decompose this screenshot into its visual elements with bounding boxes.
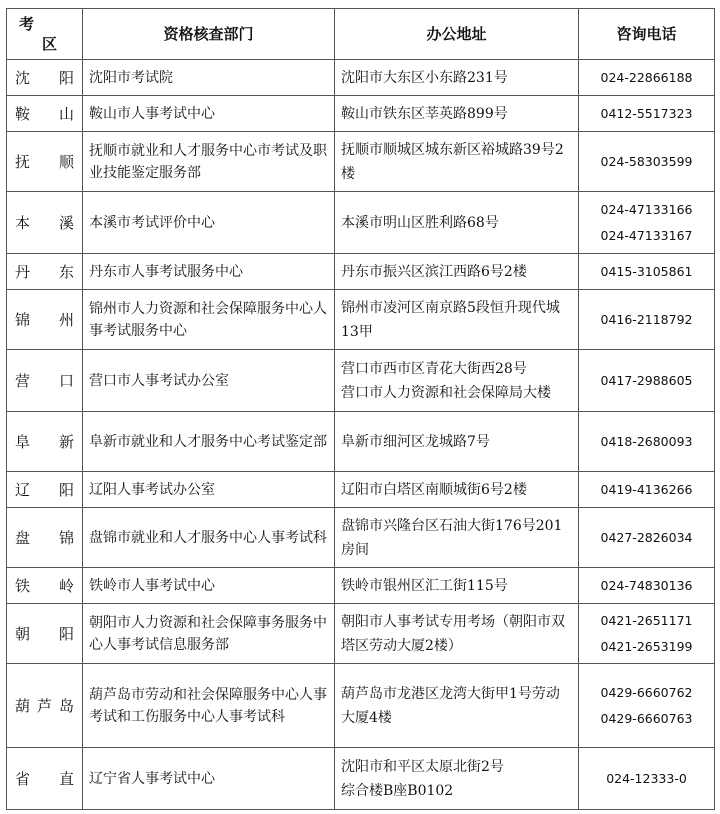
phone-number: 0427-2826034 <box>600 529 693 545</box>
address-line: 综合楼B座B0102 <box>341 782 454 799</box>
header-region <box>7 9 83 60</box>
phone-number: 0416-2118792 <box>600 311 693 327</box>
table-row <box>7 604 715 664</box>
department-cell: 朝阳市人力资源和社会保障事务服务中心人事考试信息服务部 <box>83 604 335 664</box>
table-row <box>7 132 715 192</box>
header-region-line1: 考 <box>19 15 35 33</box>
table-row <box>7 568 715 604</box>
table-row <box>7 412 715 472</box>
address-cell <box>335 664 579 748</box>
phone-cell <box>579 604 715 664</box>
table-row <box>7 290 715 350</box>
address-line: 阜新市细河区龙城路7号 <box>341 433 490 450</box>
table-row <box>7 254 715 290</box>
phone-cell <box>579 664 715 748</box>
address-cell <box>335 350 579 412</box>
header-phone: 咨询电话 <box>579 9 715 60</box>
phone-cell <box>579 290 715 350</box>
phone-number: 0415-3105861 <box>600 263 693 279</box>
department-cell: 营口市人事考试办公室 <box>83 350 335 412</box>
region-cell: 本溪 <box>7 192 83 254</box>
address-line: 营口市西市区青花大街西28号 <box>341 360 527 377</box>
phone-cell <box>579 192 715 254</box>
address-line: 本溪市明山区胜利路68号 <box>341 214 499 231</box>
department-cell: 沈阳市考试院 <box>83 60 335 96</box>
phone-number: 0418-2680093 <box>600 433 693 449</box>
address-line: 铁岭市银州区汇工街115号 <box>341 577 508 594</box>
address-cell <box>335 192 579 254</box>
phone-number: 0421-2651171 <box>600 612 693 628</box>
phone-number: 024-22866188 <box>600 69 693 85</box>
department-cell: 鞍山市人事考试中心 <box>83 96 335 132</box>
department-cell: 本溪市考试评价中心 <box>83 192 335 254</box>
department-cell: 辽阳人事考试办公室 <box>83 472 335 508</box>
address-line: 锦州市凌河区南京路5段恒升现代城13甲 <box>341 299 560 340</box>
address-line: 朝阳市人事考试专用考场（朝阳市双塔区劳动大厦2楼） <box>341 613 565 654</box>
address-cell <box>335 412 579 472</box>
phone-number: 0417-2988605 <box>600 372 693 388</box>
address-line: 鞍山市铁东区莘英路899号 <box>341 105 508 122</box>
phone-cell <box>579 96 715 132</box>
phone-cell <box>579 748 715 810</box>
phone-cell <box>579 568 715 604</box>
phone-cell <box>579 132 715 192</box>
department-cell: 铁岭市人事考试中心 <box>83 568 335 604</box>
address-line: 葫芦岛市龙港区龙湾大街甲1号劳动大厦4楼 <box>341 685 560 726</box>
phone-cell <box>579 60 715 96</box>
phone-number: 0421-2653199 <box>600 638 693 654</box>
phone-number: 0412-5517323 <box>600 105 693 121</box>
phone-cell <box>579 472 715 508</box>
department-cell: 辽宁省人事考试中心 <box>83 748 335 810</box>
address-cell <box>335 254 579 290</box>
address-line: 营口市人力资源和社会保障局大楼 <box>341 384 551 401</box>
header-address: 办公地址 <box>335 9 579 60</box>
department-cell: 盘锦市就业和人才服务中心人事考试科 <box>83 508 335 568</box>
region-cell: 盘锦 <box>7 508 83 568</box>
region-cell: 营口 <box>7 350 83 412</box>
table-row <box>7 60 715 96</box>
address-cell <box>335 604 579 664</box>
region-cell: 辽阳 <box>7 472 83 508</box>
table-row <box>7 664 715 748</box>
phone-number: 024-47133166 <box>600 201 693 217</box>
phone-cell <box>579 412 715 472</box>
phone-number: 024-47133167 <box>600 227 693 243</box>
header-department: 资格核查部门 <box>83 9 335 60</box>
address-cell <box>335 96 579 132</box>
address-line: 沈阳市大东区小东路231号 <box>341 69 508 86</box>
region-cell: 朝阳 <box>7 604 83 664</box>
phone-number: 0429-6660763 <box>600 710 693 726</box>
region-cell: 丹东 <box>7 254 83 290</box>
address-line: 盘锦市兴隆台区石油大街176号201房间 <box>341 517 563 558</box>
address-cell <box>335 472 579 508</box>
region-cell: 铁岭 <box>7 568 83 604</box>
department-cell: 阜新市就业和人才服务中心考试鉴定部 <box>83 412 335 472</box>
region-cell: 锦州 <box>7 290 83 350</box>
region-cell: 鞍山 <box>7 96 83 132</box>
address-line: 丹东市振兴区滨江西路6号2楼 <box>341 263 527 280</box>
phone-cell <box>579 350 715 412</box>
table-row <box>7 748 715 810</box>
address-line: 沈阳市和平区太原北街2号 <box>341 758 504 775</box>
header-region-line2: 区 <box>41 35 57 53</box>
address-line: 辽阳市白塔区南顺城街6号2楼 <box>341 481 527 498</box>
phone-cell <box>579 508 715 568</box>
address-cell <box>335 290 579 350</box>
phone-number: 024-58303599 <box>600 153 693 169</box>
header-row <box>7 9 715 60</box>
department-cell: 锦州市人力资源和社会保障服务中心人事考试服务中心 <box>83 290 335 350</box>
region-cell: 抚顺 <box>7 132 83 192</box>
phone-number: 0429-6660762 <box>600 684 693 700</box>
region-cell: 葫芦岛 <box>7 664 83 748</box>
address-cell <box>335 568 579 604</box>
phone-cell <box>579 254 715 290</box>
region-cell: 阜新 <box>7 412 83 472</box>
phone-number: 024-12333-0 <box>606 770 687 786</box>
phone-number: 0419-4136266 <box>600 481 693 497</box>
department-cell: 丹东市人事考试服务中心 <box>83 254 335 290</box>
table-row <box>7 350 715 412</box>
table-row <box>7 96 715 132</box>
address-cell <box>335 60 579 96</box>
address-cell <box>335 132 579 192</box>
table-row <box>7 472 715 508</box>
region-cell: 省直 <box>7 748 83 810</box>
address-cell <box>335 508 579 568</box>
exam-contact-table <box>6 8 715 810</box>
table-row <box>7 508 715 568</box>
region-cell: 沈阳 <box>7 60 83 96</box>
address-line: 抚顺市顺城区城东新区裕城路39号2楼 <box>341 141 564 182</box>
address-cell <box>335 748 579 810</box>
table-row <box>7 192 715 254</box>
phone-number: 024-74830136 <box>600 577 693 593</box>
department-cell: 抚顺市就业和人才服务中心市考试及职业技能鉴定服务部 <box>83 132 335 192</box>
department-cell: 葫芦岛市劳动和社会保障服务中心人事考试和工伤服务中心人事考试科 <box>83 664 335 748</box>
